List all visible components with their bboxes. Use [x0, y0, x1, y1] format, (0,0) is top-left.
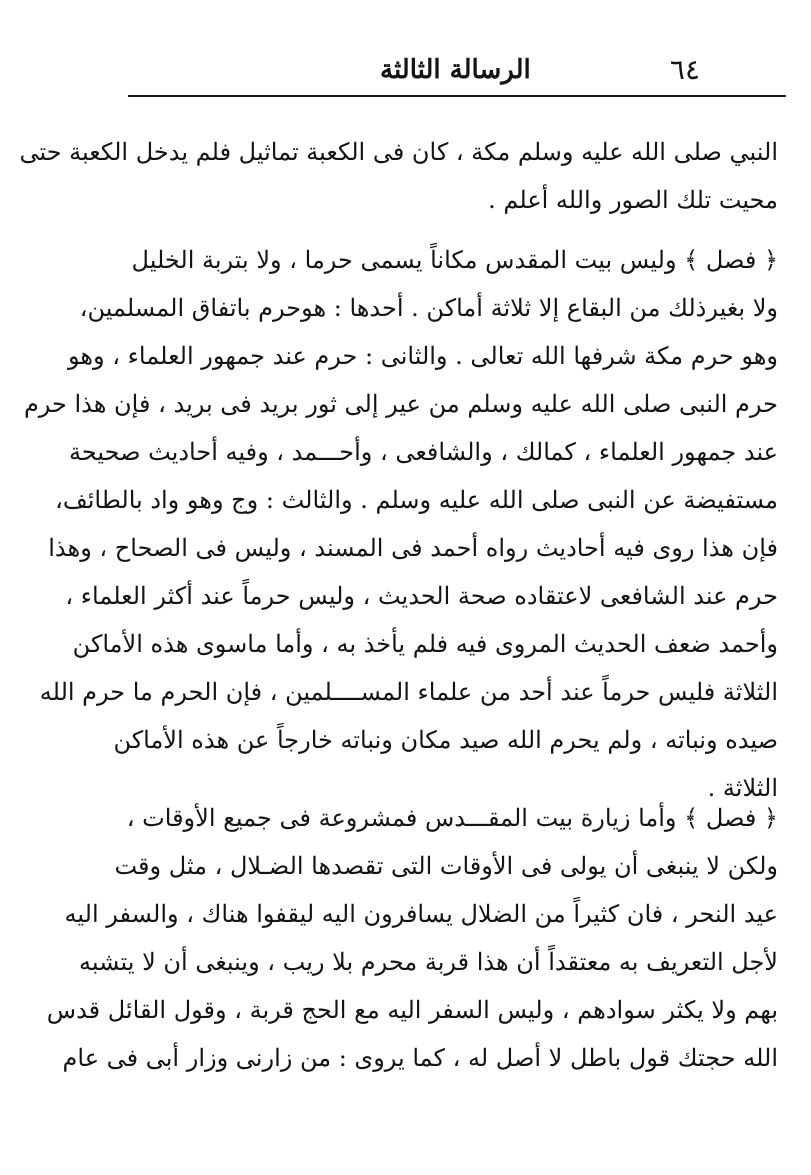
text-line: لأجل التعريف به معتقداً أن هذا قربة محرم بلا ريب ، وينبغى أن لا يتشبه [79, 948, 778, 976]
text-line: فإن هذا روى فيه أحاديث رواه أحمد فى المسند ، وليس فى الصحاح ، وهذا [48, 534, 778, 562]
text-line: الثلاثة . [707, 774, 778, 802]
text-line: بهم ولا يكثر سوادهم ، وليس السفر اليه مع الحج قربة ، وقول القائل قدس [46, 996, 778, 1024]
text-line: حرم عند الشافعى لاعتقاده صحة الحديث ، وليس حرماً عند أكثر العلماء ، [65, 582, 778, 610]
text-line: وهو حرم مكة شرفها الله تعالى . والثانى : حرم عند جمهور العلماء ، وهو [68, 342, 778, 370]
page-header [130, 50, 700, 90]
text-line: مستفيضة عن النبى صلى الله عليه وسلم . والثالث : وج وهو واد بالطائف، [55, 486, 778, 514]
text-line: النبي صلى الله عليه وسلم مكة ، كان فى الكعبة تماثيل فلم يدخل الكعبة حتى [19, 138, 778, 166]
text-line: الله حجتك قول باطل لا أصل له ، كما يروى : من زارنى وزار أبى فى عام [62, 1044, 778, 1072]
paragraph-2 [23, 236, 778, 812]
text-line: الثلاثة فليس حرماً عند أحد من علماء المســــلمين ، فإن الحرم ما حرم الله [39, 678, 778, 706]
header-rule [128, 95, 786, 97]
paragraph-3 [46, 794, 778, 1082]
text-line: حرم النبى صلى الله عليه وسلم من عير إلى ثور بريد فى بريد ، فإن هذا حرم [23, 390, 778, 418]
text-line: عند جمهور العلماء ، كمالك ، والشافعى ، وأحـــمد ، وفيه أحاديث صحيحة [69, 438, 778, 466]
text-line: وأحمد ضعف الحديث المروى فيه فلم يأخذ به ، وأما ماسوى هذه الأماكن [72, 630, 778, 658]
text-line: محيت تلك الصور والله أعلم . [488, 186, 778, 214]
page-number: ٦٤ [669, 53, 700, 86]
running-title: الرسالة الثالثة [380, 55, 531, 85]
text-line: ولا بغيرذلك من البقاع إلا ثلاثة أماكن . أحدها : هوحرم باتفاق المسلمين، [79, 294, 778, 322]
text-line: ﴿ فصل ﴾ وليس بيت المقدس مكاناً يسمى حرما ، ولا بتربة الخليل [131, 246, 778, 274]
text-line: ولكن لا ينبغى أن يولى فى الأوقات التى تقصدها الضـلال ، مثل وقت [114, 852, 778, 880]
text-line: صيده ونباته ، ولم يحرم الله صيد مكان ونباته خارجاً عن هذه الأماكن [113, 726, 778, 754]
paragraph-1 [19, 128, 778, 224]
text-line: عيد النحر ، فان كثيراً من الضلال يسافرون اليه ليقفوا هناك ، والسفر اليه [64, 900, 778, 928]
text-line: ﴿ فصل ﴾ وأما زيارة بيت المقـــدس فمشروعة فى جميع الأوقات ، [126, 804, 778, 832]
